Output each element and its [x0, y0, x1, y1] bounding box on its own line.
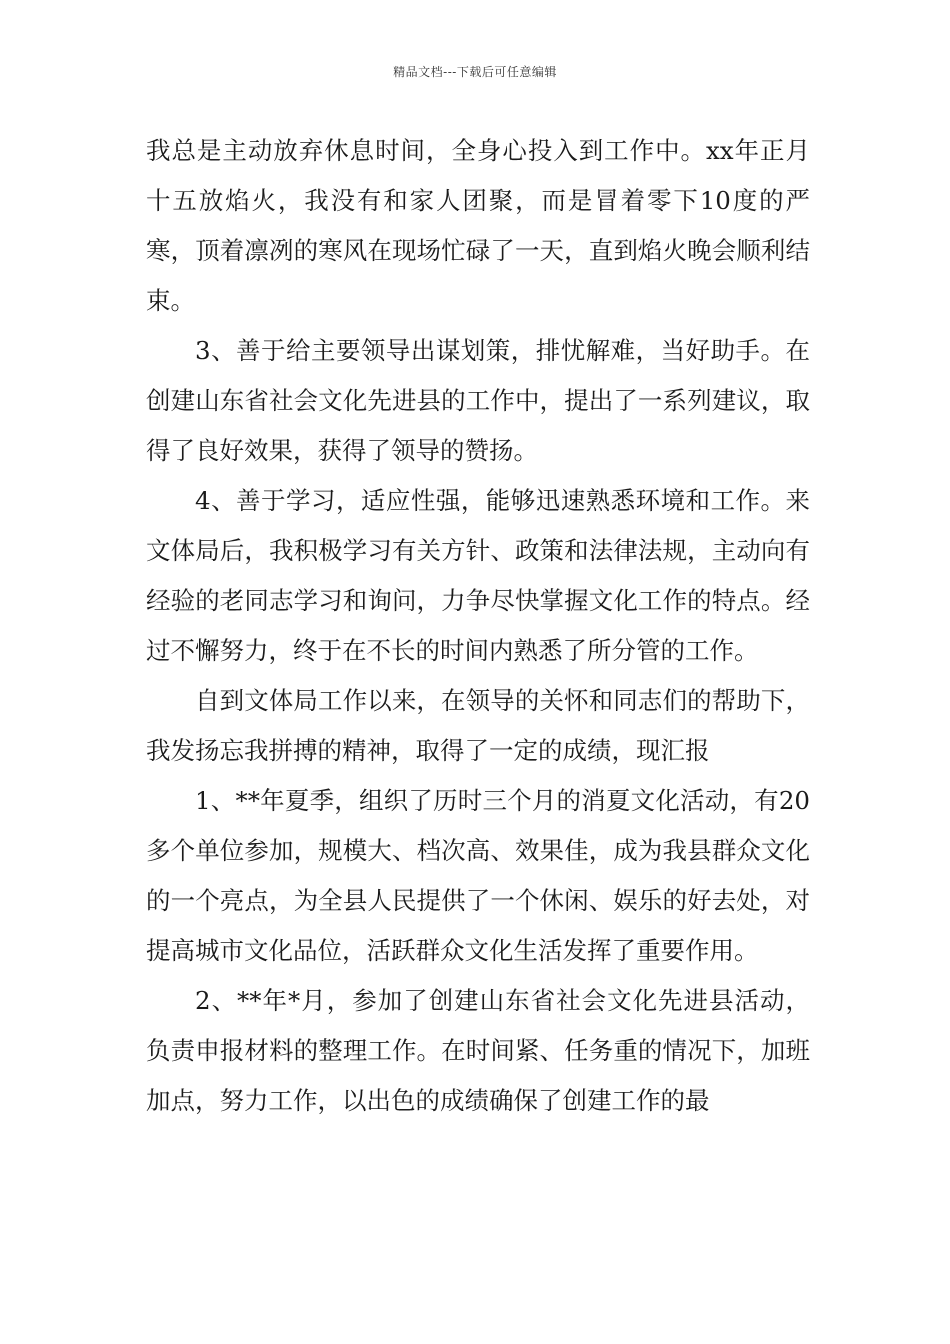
paragraph-3: 4、善于学习，适应性强，能够迅速熟悉环境和工作。来文体局后，我积极学习有关方针、政策和法律法规，主动向有经验的老同志学习和询问，力争尽快掌握文化工作的特点。经过不懈努力，终于在不长的时间内熟悉了所分管的工作。 — [146, 486, 810, 665]
document-body — [146, 126, 810, 1126]
paragraph-6: 2、**年*月，参加了创建山东省社会文化先进县活动，负责申报材料的整理工作。在时间紧、任务重的情况下，加班加点，努力工作，以出色的成绩确保了创建工作的最 — [146, 986, 810, 1115]
page-header: 精品文档---下载后可任意编辑 — [393, 65, 557, 79]
paragraph-5: 1、**年夏季，组织了历时三个月的消夏文化活动，有20多个单位参加，规模大、档次高、效果佳，成为我县群众文化的一个亮点，为全县人民提供了一个休闲、娱乐的好去处，对提高城市文化品位，活跃群众文化生活发挥了重要作用。 — [146, 786, 810, 965]
paragraph-4: 自到文体局工作以来，在领导的关怀和同志们的帮助下，我发扬忘我拼搏的精神，取得了一定的成绩，现汇报 — [146, 686, 810, 765]
paragraph-1: 我总是主动放弃休息时间，全身心投入到工作中。xx年正月十五放焰火，我没有和家人团聚，而是冒着零下10度的严寒，顶着凛冽的寒风在现场忙碌了一天，直到焰火晚会顺利结束。 — [146, 136, 810, 315]
paragraph-2: 3、善于给主要领导出谋划策，排忧解难，当好助手。在创建山东省社会文化先进县的工作中，提出了一系列建议，取得了良好效果，获得了领导的赞扬。 — [146, 336, 810, 465]
